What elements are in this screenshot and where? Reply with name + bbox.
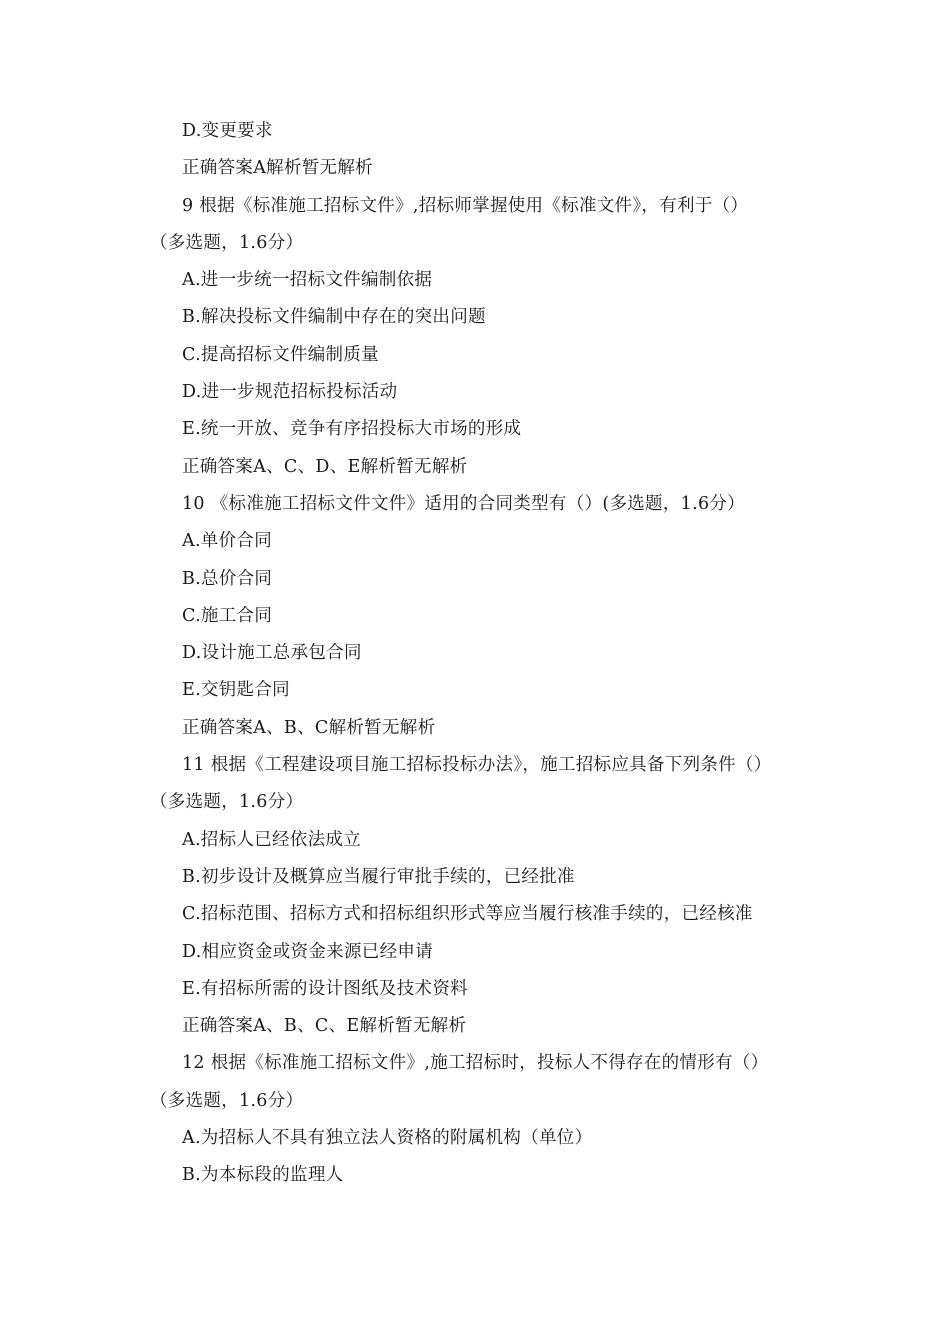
text-line: E.有招标所需的设计图纸及技术资料: [182, 978, 468, 999]
text-line: B.总价合同: [182, 568, 273, 589]
text-line: C.招标范围、招标方式和招标组织形式等应当履行核准手续的，已经核准: [182, 904, 753, 925]
text-line: E.交钥匙合同: [182, 680, 290, 701]
text-line: 10 《标准施工招标文件文件》适用的合同类型有（）(多选题，1.6分）: [182, 493, 745, 514]
text-line: D.相应资金或资金来源已经申请: [182, 941, 433, 962]
text-line: D.变更要求: [182, 121, 273, 141]
text-line: 正确答案A解析暂无解析: [182, 158, 373, 179]
text-line: D.进一步规范招标投标活动: [182, 382, 398, 403]
text-line: 正确答案A、C、D、E解析暂无解析: [182, 456, 468, 477]
text-line: D.设计施工总承包合同: [182, 643, 362, 664]
text-line: E.统一开放、竞争有序招投标大市场的形成: [182, 419, 522, 440]
text-line: 正确答案A、B、C解析暂无解析: [182, 717, 436, 738]
document-page: [0, 113, 950, 1195]
text-line: 11 根据《工程建设项目施工招标投标办法》，施工招标应具备下列条件（）: [182, 755, 772, 776]
text-line: A.招标人已经依法成立: [182, 829, 361, 850]
text-line: B.初步设计及概算应当履行审批手续的，已经批准: [182, 866, 575, 887]
text-line: A.进一步统一招标文件编制依据: [182, 270, 433, 291]
text-line: B.为本标段的监理人: [182, 1165, 344, 1186]
text-line: （多选题，1.6分）: [150, 1090, 304, 1111]
text-line: C.提高招标文件编制质量: [182, 344, 379, 365]
text-line: 12 根据《标准施工招标文件》,施工招标时，投标人不得存在的情形有（）: [182, 1053, 769, 1074]
text-line: 9 根据《标准施工招标文件》,招标师掌握使用《标准文件》，有利于（）: [182, 195, 749, 216]
text-line: A.为招标人不具有独立法人资格的附属机构（单位）: [182, 1128, 593, 1149]
text-line: （多选题，1.6分）: [150, 792, 304, 813]
text-line: A.单价合同: [182, 531, 273, 552]
text-line: （多选题，1.6分）: [150, 232, 304, 253]
text-line: 正确答案A、B、C、E解析暂无解析: [182, 1016, 467, 1037]
text-line: C.施工合同: [182, 605, 273, 626]
text-line: B.解决投标文件编制中存在的突出问题: [182, 307, 486, 328]
